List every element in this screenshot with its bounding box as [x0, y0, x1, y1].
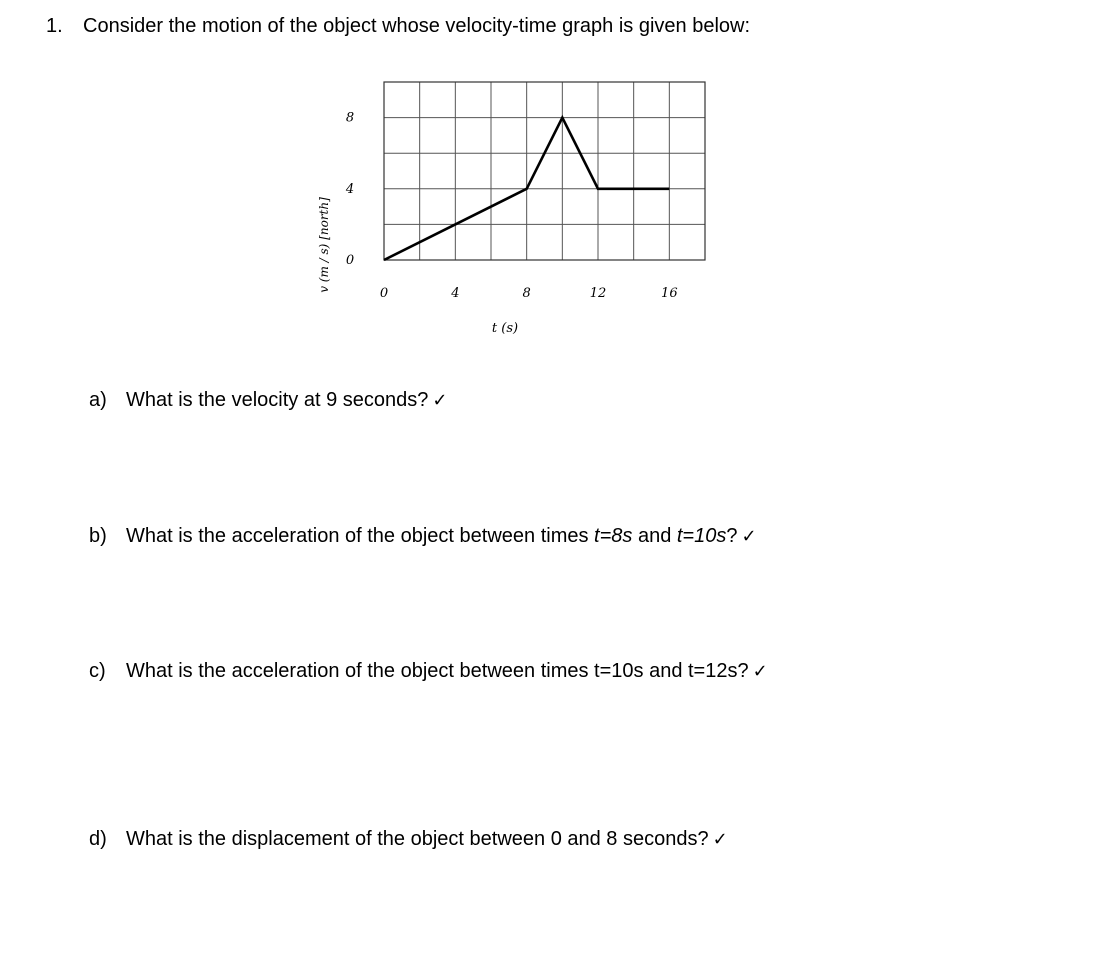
velocity-time-chart	[300, 70, 730, 350]
check-mark-icon: ✓	[741, 526, 757, 547]
check-mark-icon: ✓	[752, 661, 768, 682]
part-c	[89, 659, 768, 684]
part-a-text: What is the velocity at 9 seconds?	[126, 389, 429, 411]
part-d-letter: d)	[89, 828, 107, 850]
question-text: Consider the motion of the object whose velocity-time graph is given below:	[83, 15, 751, 37]
part-b-letter: b)	[89, 525, 107, 547]
part-b-time-2: t=10s	[676, 525, 727, 547]
part-b-time-1: t=8s	[594, 525, 633, 547]
part-b-text: What is the acceleration of the object between times	[126, 525, 595, 547]
x-axis-label: t (s)	[491, 321, 519, 336]
part-a-letter: a)	[89, 389, 107, 411]
part-c-letter: c)	[89, 660, 106, 682]
part-b	[89, 524, 757, 549]
part-b-text-mid: and	[632, 525, 677, 547]
x-tick-label: 4	[451, 286, 460, 301]
y-tick-label: 0	[345, 253, 355, 268]
x-tick-label: 12	[589, 286, 607, 301]
part-b-text-after: ?	[726, 525, 738, 547]
velocity-time-graph	[300, 70, 730, 350]
check-mark-icon: ✓	[712, 829, 728, 850]
x-tick-label: 0	[379, 286, 389, 301]
question-header	[46, 14, 750, 38]
x-tick-label: 8	[522, 286, 531, 301]
plot-frame	[384, 82, 705, 260]
y-tick-label: 8	[345, 110, 355, 126]
y-tick-label: 4	[345, 181, 355, 197]
x-tick-label: 16	[661, 286, 678, 301]
part-d	[89, 827, 728, 852]
part-d-text: What is the displacement of the object between 0 and 8 seconds?	[126, 828, 709, 850]
part-a	[89, 388, 447, 413]
question-number: 1.	[46, 15, 63, 37]
check-mark-icon: ✓	[432, 390, 448, 411]
part-c-text: What is the acceleration of the object between times t=10s and t=12s?	[126, 660, 749, 682]
y-axis-label: v (m / s) [north]	[317, 197, 331, 293]
